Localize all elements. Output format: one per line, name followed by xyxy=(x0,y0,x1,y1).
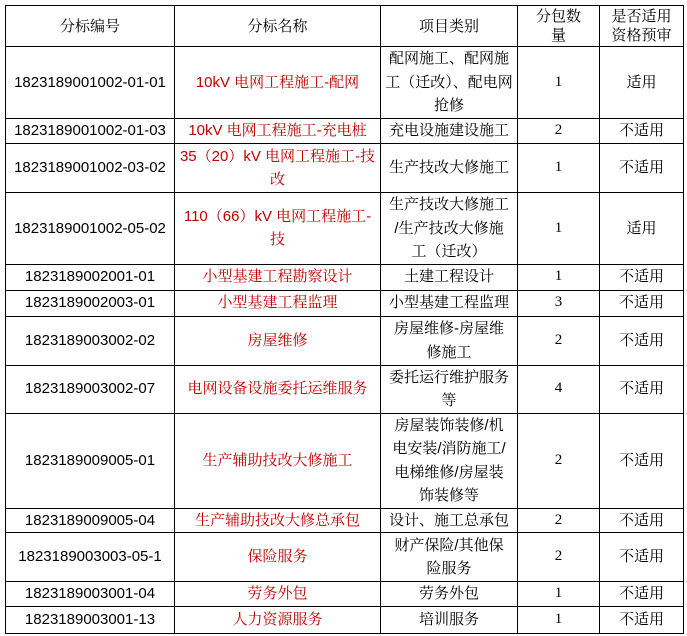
name-text-line: 110（66）kV 电网工程施工- xyxy=(183,207,372,225)
package-count-text: 2 xyxy=(554,548,563,565)
header-text-line: 项目类别 xyxy=(418,17,479,35)
category-cell xyxy=(381,119,518,144)
name-cell xyxy=(175,193,381,265)
package-count-cell xyxy=(518,47,600,119)
code-text: 1823189001002-05-02 xyxy=(14,219,166,237)
table-header xyxy=(6,6,684,47)
name-cell xyxy=(175,264,381,290)
code-cell xyxy=(6,144,175,193)
prequalification-cell xyxy=(600,119,684,144)
name-cell xyxy=(175,290,381,316)
table-row xyxy=(6,47,684,119)
header-text-line: 量 xyxy=(550,27,566,44)
name-cell xyxy=(175,47,381,119)
header-text-line: 分标名称 xyxy=(247,17,308,35)
code-text: 1823189001002-01-03 xyxy=(14,122,166,140)
category-text-line: /生产技改大修施 xyxy=(394,219,504,237)
prequalification-cell xyxy=(600,533,684,582)
code-cell xyxy=(6,533,175,582)
prequalification-text: 不适用 xyxy=(618,548,664,566)
prequalification-cell xyxy=(600,264,684,290)
code-cell xyxy=(6,365,175,413)
category-cell xyxy=(381,290,518,316)
name-text-line: 电网设备设施委托运维服务 xyxy=(187,380,368,398)
package-count-cell xyxy=(518,365,600,413)
header-code xyxy=(6,6,175,47)
code-cell xyxy=(6,607,175,634)
category-text-line: 设计、施工总承包 xyxy=(388,511,509,529)
name-text-line: 10kV 电网工程施工-充电桩 xyxy=(188,122,367,140)
table-row xyxy=(6,193,684,265)
package-count-text: 4 xyxy=(554,380,563,397)
table-row xyxy=(6,365,684,413)
category-text-line: 抢修 xyxy=(433,97,464,115)
category-text-line: 等 xyxy=(441,392,457,409)
table-row xyxy=(6,290,684,316)
category-text-line: 饰装修等 xyxy=(418,487,479,504)
category-cell xyxy=(381,193,518,265)
package-count-cell xyxy=(518,264,600,290)
code-text: 1823189003002-07 xyxy=(24,380,156,398)
code-cell xyxy=(6,582,175,607)
prequalification-text: 不适用 xyxy=(618,611,664,629)
prequalification-text: 适用 xyxy=(626,219,657,237)
category-text-line: 配网施工、配网施 xyxy=(388,50,509,68)
package-count-text: 2 xyxy=(554,331,563,348)
prequalification-cell xyxy=(600,508,684,533)
category-cell xyxy=(381,582,518,607)
category-text-line: 险服务 xyxy=(426,560,472,577)
prequalification-text: 不适用 xyxy=(618,511,664,529)
category-text-line: 劳务外包 xyxy=(418,585,479,603)
category-text-line: 生产技改大修施工 xyxy=(388,159,509,177)
category-text-line: 工（迁改）、配电网 xyxy=(385,73,513,91)
header-text-line: 分标编号 xyxy=(59,17,120,35)
name-text-line: 35（20）kV 电网工程施工-技 xyxy=(179,147,376,165)
category-text-line: 生产技改大修施工 xyxy=(388,196,509,213)
code-cell xyxy=(6,316,175,365)
prequalification-cell xyxy=(600,365,684,413)
prequalification-text: 不适用 xyxy=(618,122,664,140)
package-count-cell xyxy=(518,193,600,265)
prequalification-cell xyxy=(600,582,684,607)
header-category xyxy=(381,6,518,47)
header-text-line: 分包数 xyxy=(535,8,581,25)
prequalification-text: 不适用 xyxy=(618,294,664,312)
name-text-line: 劳务外包 xyxy=(247,585,308,603)
name-text-line: 人力资源服务 xyxy=(232,611,323,629)
category-text-line: 电安装/消防施工/ xyxy=(392,440,506,457)
header-text-line: 是否适用 xyxy=(611,8,672,25)
table-row xyxy=(6,508,684,533)
table-row xyxy=(6,533,684,582)
name-cell xyxy=(175,144,381,193)
package-count-cell xyxy=(518,582,600,607)
category-text-line: 小型基建工程监理 xyxy=(388,294,509,312)
name-text-line: 小型基建工程监理 xyxy=(217,294,338,312)
category-text-line: 房屋维修-房屋维 xyxy=(394,320,504,337)
code-cell xyxy=(6,290,175,316)
name-text-line: 改 xyxy=(269,171,285,188)
prequalification-cell xyxy=(600,290,684,316)
table-row xyxy=(6,582,684,607)
code-text: 1823189002003-01 xyxy=(24,294,156,312)
code-text: 1823189001002-03-02 xyxy=(14,159,166,177)
code-text: 1823189009005-01 xyxy=(24,451,156,469)
category-cell xyxy=(381,316,518,365)
category-text-line: 房屋装饰装修/机 xyxy=(394,416,504,434)
name-text-line: 房屋维修 xyxy=(247,331,308,349)
package-count-text: 1 xyxy=(554,268,563,285)
prequalification-text: 不适用 xyxy=(618,380,664,398)
name-text-line: 10kV 电网工程施工-配网 xyxy=(195,73,360,91)
name-cell xyxy=(175,316,381,365)
prequalification-cell xyxy=(600,413,684,508)
header-prequalification xyxy=(600,6,684,47)
package-count-text: 1 xyxy=(554,159,563,176)
header-package-count xyxy=(518,6,600,47)
table-row xyxy=(6,413,684,508)
category-cell xyxy=(381,413,518,508)
code-cell xyxy=(6,119,175,144)
code-text: 1823189003001-04 xyxy=(24,585,156,603)
category-text-line: 修施工 xyxy=(426,343,472,361)
table-row xyxy=(6,607,684,634)
prequalification-cell xyxy=(600,47,684,119)
package-count-cell xyxy=(518,290,600,316)
name-text-line: 小型基建工程勘察设计 xyxy=(202,268,353,286)
table-body xyxy=(6,47,684,634)
prequalification-cell xyxy=(600,144,684,193)
category-text-line: 土建工程设计 xyxy=(403,268,494,286)
code-cell xyxy=(6,47,175,119)
package-count-text: 1 xyxy=(554,219,563,236)
category-cell xyxy=(381,365,518,413)
category-text-line: 培训服务 xyxy=(418,611,479,629)
code-cell xyxy=(6,413,175,508)
category-cell xyxy=(381,607,518,634)
category-cell xyxy=(381,533,518,582)
prequalification-cell xyxy=(600,607,684,634)
package-count-text: 2 xyxy=(554,451,563,468)
prequalification-text: 不适用 xyxy=(618,331,664,349)
package-count-cell xyxy=(518,508,600,533)
prequalification-cell xyxy=(600,193,684,265)
package-count-cell xyxy=(518,607,600,634)
package-count-cell xyxy=(518,119,600,144)
code-text: 1823189001002-01-01 xyxy=(14,73,166,91)
package-count-cell xyxy=(518,316,600,365)
name-text-line: 生产辅助技改大修施工 xyxy=(202,451,353,469)
code-cell xyxy=(6,193,175,265)
code-text: 1823189003003-05-1 xyxy=(18,548,162,566)
header-name xyxy=(175,6,381,47)
category-cell xyxy=(381,47,518,119)
code-cell xyxy=(6,264,175,290)
name-text-line: 生产辅助技改大修总承包 xyxy=(194,511,360,529)
prequalification-text: 适用 xyxy=(626,73,657,91)
category-text-line: 委托运行维护服务 xyxy=(388,368,509,386)
table-row xyxy=(6,264,684,290)
code-text: 1823189002001-01 xyxy=(24,268,156,286)
prequalification-text: 不适用 xyxy=(618,268,664,286)
category-cell xyxy=(381,508,518,533)
package-count-text: 1 xyxy=(554,73,563,90)
code-text: 1823189003001-13 xyxy=(24,611,156,629)
category-text-line: 充电设施建设施工 xyxy=(388,122,509,140)
name-cell xyxy=(175,582,381,607)
name-cell xyxy=(175,413,381,508)
package-count-text: 1 xyxy=(554,611,563,628)
table-row xyxy=(6,119,684,144)
table-row xyxy=(6,316,684,365)
header-text-line: 资格预审 xyxy=(611,27,672,44)
package-count-text: 2 xyxy=(554,511,563,528)
package-count-cell xyxy=(518,413,600,508)
name-text-line: 保险服务 xyxy=(247,548,308,566)
name-cell xyxy=(175,533,381,582)
package-count-text: 3 xyxy=(554,294,563,311)
package-count-cell xyxy=(518,144,600,193)
code-text: 1823189009005-04 xyxy=(24,511,156,529)
prequalification-text: 不适用 xyxy=(618,159,664,177)
bid-section-table xyxy=(5,5,684,634)
category-text-line: 电梯维修/房屋装 xyxy=(394,463,504,481)
package-count-cell xyxy=(518,533,600,582)
package-count-text: 2 xyxy=(554,122,563,139)
package-count-text: 1 xyxy=(554,585,563,602)
table-row xyxy=(6,144,684,193)
name-cell xyxy=(175,365,381,413)
name-cell xyxy=(175,119,381,144)
name-cell xyxy=(175,607,381,634)
prequalification-text: 不适用 xyxy=(618,585,664,603)
code-cell xyxy=(6,508,175,533)
prequalification-text: 不适用 xyxy=(618,451,664,469)
category-cell xyxy=(381,264,518,290)
prequalification-cell xyxy=(600,316,684,365)
name-text-line: 技 xyxy=(269,231,285,249)
category-text-line: 工（迁改） xyxy=(411,243,487,260)
name-cell xyxy=(175,508,381,533)
code-text: 1823189003002-02 xyxy=(24,331,156,349)
category-text-line: 财产保险/其他保 xyxy=(394,536,504,554)
header-row xyxy=(6,6,684,47)
category-cell xyxy=(381,144,518,193)
